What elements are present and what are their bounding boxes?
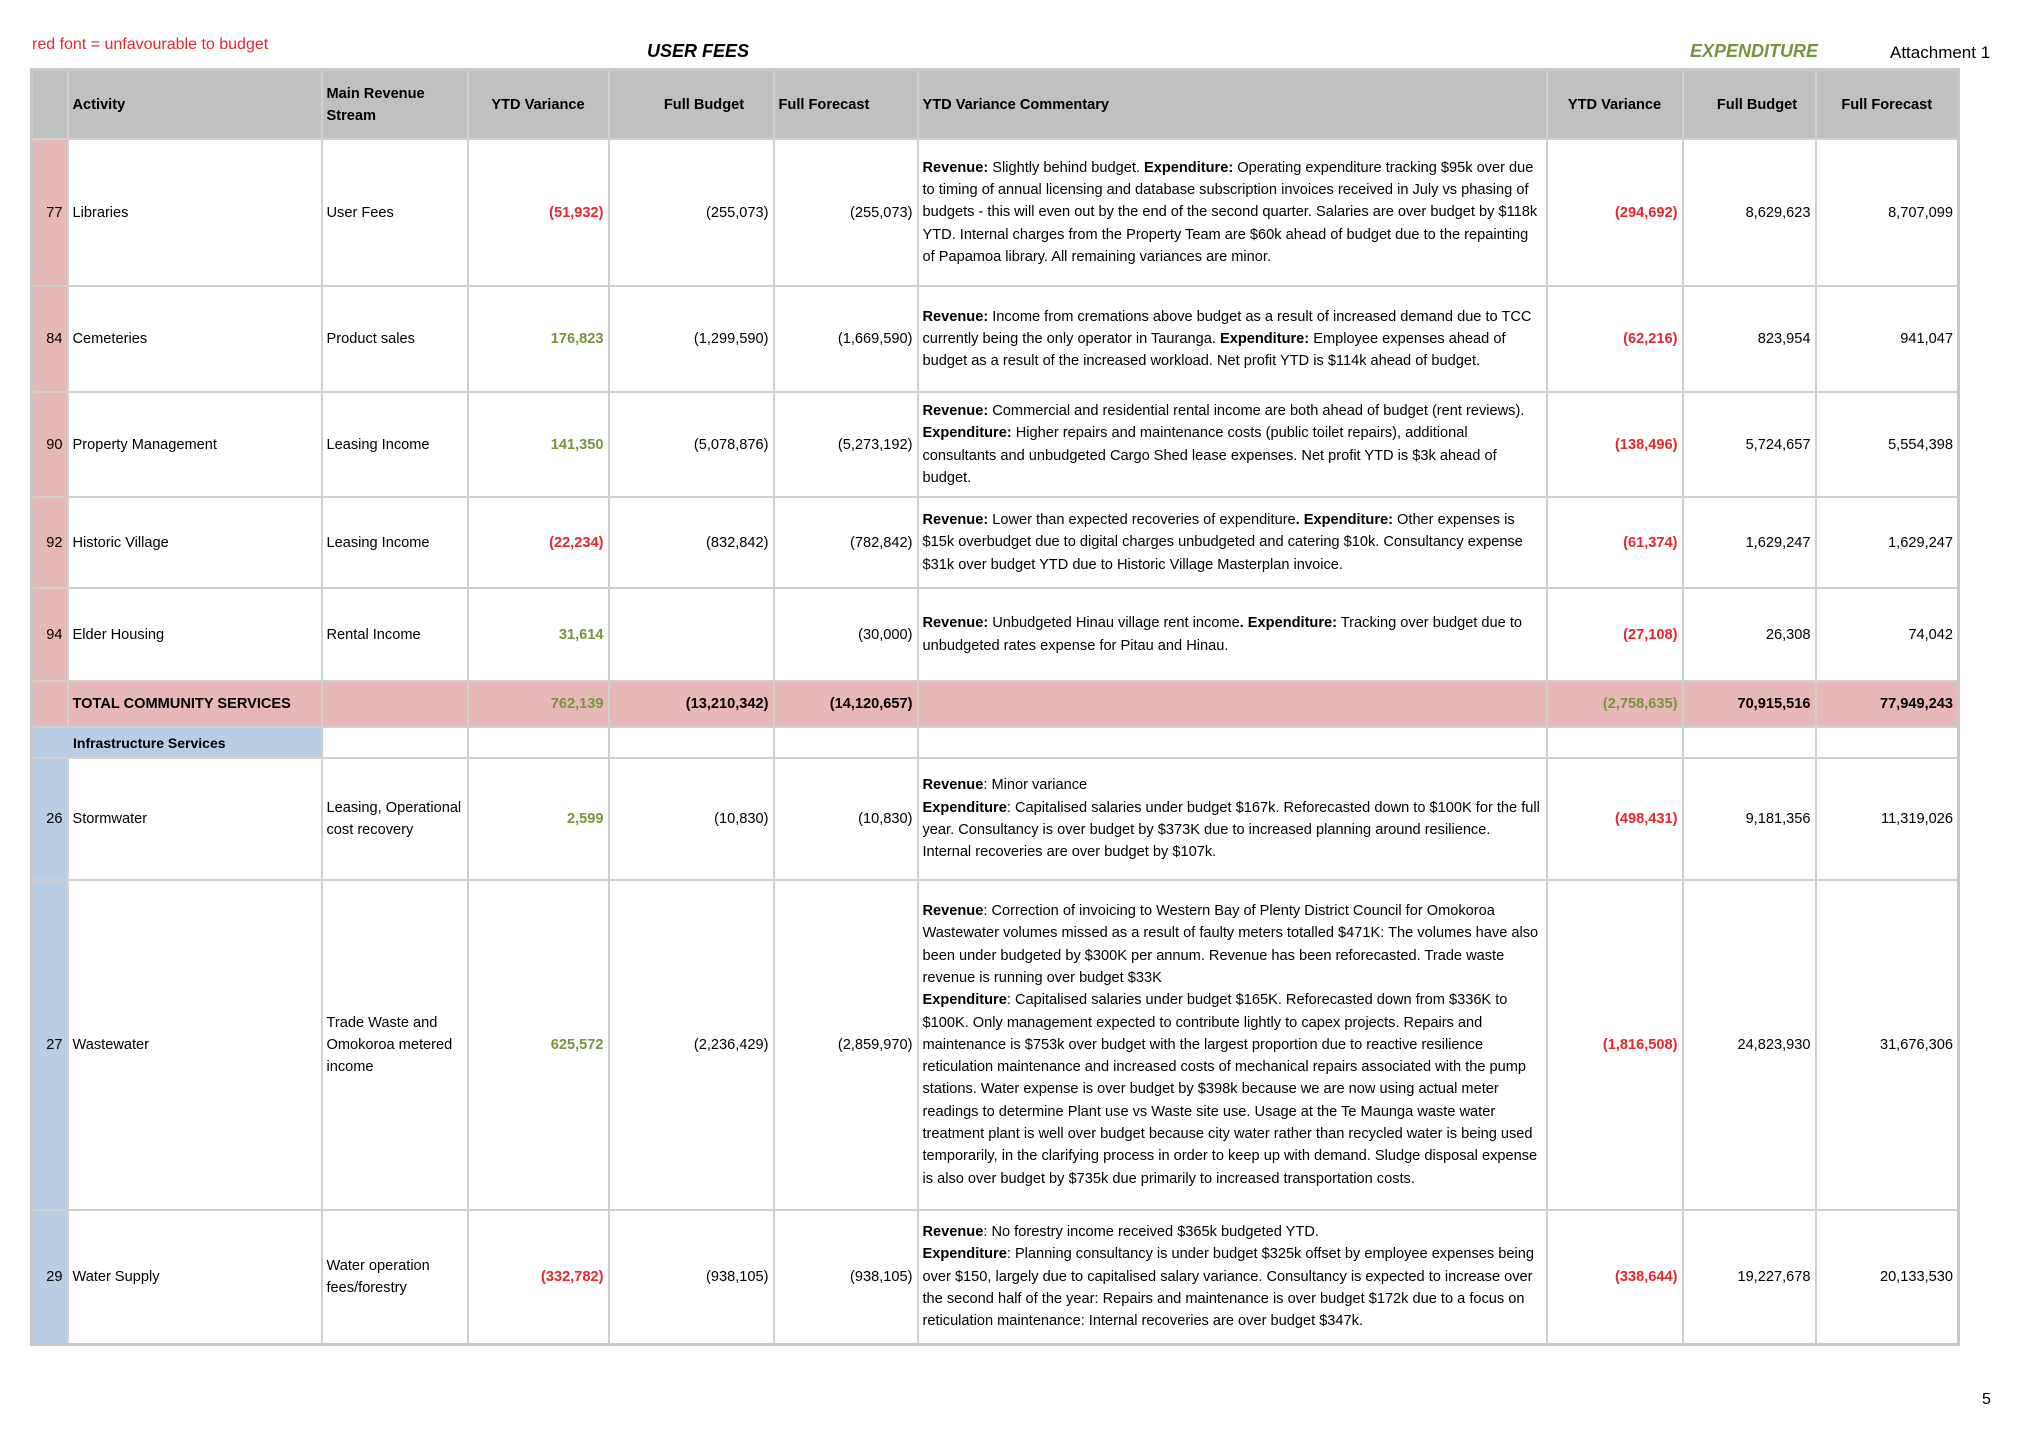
col-exp-full-forecast: Full Forecast — [1816, 70, 1959, 140]
activity-name: Water Supply — [68, 1210, 322, 1344]
full-forecast: (782,842) — [774, 497, 918, 588]
exp-ytd-variance: (27,108) — [1547, 588, 1683, 681]
table-row — [32, 1210, 1959, 1344]
ytd-variance: 31,614 — [468, 588, 609, 681]
variance-report-table — [30, 68, 1960, 1346]
revenue-stream: Leasing Income — [322, 497, 468, 588]
revenue-stream: Rental Income — [322, 588, 468, 681]
exp-full-forecast: 31,676,306 — [1816, 880, 1959, 1210]
exp-ytd-variance: (62,216) — [1547, 286, 1683, 392]
exp-ytd-variance: (61,374) — [1547, 497, 1683, 588]
variance-commentary: Revenue: Income from cremations above budget as a result of increased demand due to TCC currently being the only operator in Tauranga. Expenditure: Employee expenses ahead of budget as a result of the increased workload. Net profit YTD is $114k ahead of budget. — [918, 286, 1547, 392]
total-commentary-cell — [918, 681, 1547, 727]
commentary-bold-run: Revenue: — [922, 159, 989, 176]
activity-name: Wastewater — [68, 880, 322, 1210]
commentary-bold-run: Expenditure — [922, 1246, 1007, 1263]
ytd-variance: (332,782) — [468, 1210, 609, 1344]
commentary-bold-run: Revenue: — [922, 512, 989, 529]
table-row — [32, 392, 1959, 497]
revenue-stream: Trade Waste and Omokoroa metered income — [322, 880, 468, 1210]
activity-name: Stormwater — [68, 758, 322, 880]
activity-name: Cemeteries — [68, 286, 322, 392]
exp-full-budget: 5,724,657 — [1683, 392, 1816, 497]
variance-commentary: Revenue: Lower than expected recoveries of expenditure. Expenditure: Other expenses is $15k overbudget due to digital charges unbudgeted and catering $10k. Consultancy expense $31k over budget YTD due to Historic Village Masterplan invoice. — [918, 497, 1547, 588]
empty-cell — [609, 727, 774, 758]
full-budget: (10,830) — [609, 758, 774, 880]
variance-commentary: Revenue: Unbudgeted Hinau village rent income. Expenditure: Tracking over budget due to unbudgeted rates expense for Pitau and Hinau. — [918, 588, 1547, 681]
page-number: 5 — [1982, 1391, 1991, 1408]
activity-name: Libraries — [68, 139, 322, 286]
ytd-variance: 2,599 — [468, 758, 609, 880]
exp-full-budget: 9,181,356 — [1683, 758, 1816, 880]
full-budget: (938,105) — [609, 1210, 774, 1344]
variance-commentary: Revenue: Commercial and residential rental income are both ahead of budget (rent reviews). Expenditure: Higher repairs and maintenance costs (public toilet repairs), additional consultants and unbudgeted Cargo Shed lease expenses. Net profit YTD is $3k ahead of budget. — [918, 392, 1547, 497]
exp-ytd-variance: (338,644) — [1547, 1210, 1683, 1344]
activity-id: 77 — [32, 139, 68, 286]
legend-note: red font = unfavourable to budget — [32, 36, 269, 53]
table-row — [32, 497, 1959, 588]
total-exp-full-budget: 70,915,516 — [1683, 681, 1816, 727]
expenditure-title: EXPENDITURE — [1690, 41, 1819, 61]
exp-full-budget: 24,823,930 — [1683, 880, 1816, 1210]
full-forecast: (10,830) — [774, 758, 918, 880]
total-full-budget: (13,210,342) — [609, 681, 774, 727]
col-activity: Activity — [68, 70, 322, 140]
commentary-bold-run: Expenditure: — [922, 425, 1012, 442]
exp-full-budget: 1,629,247 — [1683, 497, 1816, 588]
full-budget: (255,073) — [609, 139, 774, 286]
exp-ytd-variance: (1,816,508) — [1547, 880, 1683, 1210]
commentary-bold-run: Revenue — [922, 1224, 984, 1240]
empty-cell — [1547, 727, 1683, 758]
table-row — [32, 758, 1959, 880]
col-main-revenue-stream: Main Revenue Stream — [322, 70, 468, 140]
activity-name: Historic Village — [68, 497, 322, 588]
table-row — [32, 880, 1959, 1210]
section-title: USER FEES — [647, 41, 750, 61]
full-forecast: (938,105) — [774, 1210, 918, 1344]
full-budget: (1,299,590) — [609, 286, 774, 392]
full-forecast: (30,000) — [774, 588, 918, 681]
activity-id: 90 — [32, 392, 68, 497]
total-ytd-variance: 762,139 — [468, 681, 609, 727]
total-exp-ytd-variance: (2,758,635) — [1547, 681, 1683, 727]
table-row — [32, 588, 1959, 681]
exp-ytd-variance: (294,692) — [1547, 139, 1683, 286]
col-ytd-variance: YTD Variance — [468, 70, 609, 140]
empty-cell — [468, 727, 609, 758]
commentary-bold-run: Expenditure — [922, 992, 1007, 1009]
ytd-variance: (22,234) — [468, 497, 609, 588]
commentary-bold-run: Revenue — [922, 777, 984, 794]
total-community-services-row — [32, 681, 1959, 727]
attachment-label: Attachment 1 — [1890, 43, 1991, 62]
col-id — [32, 70, 68, 140]
activity-name: Elder Housing — [68, 588, 322, 681]
infrastructure-section-header — [32, 727, 1959, 758]
exp-full-budget: 823,954 — [1683, 286, 1816, 392]
commentary-bold-run: Revenue: — [922, 402, 989, 419]
total-label: TOTAL COMMUNITY SERVICES — [68, 681, 322, 727]
full-forecast: (5,273,192) — [774, 392, 918, 497]
column-header-row — [32, 70, 1959, 140]
full-forecast: (255,073) — [774, 139, 918, 286]
ytd-variance: 141,350 — [468, 392, 609, 497]
variance-commentary: Revenue: No forestry income received $365k budgeted YTD. Expenditure: Planning consultancy is under budget $325k offset by employee expenses being over $150, largely due to capitalised salary variance. Consultancy is expected to increase over the second half of the year: Repairs and maintenance is over budget $172k due to a focus on reticulation maintenance: Internal recoveries are over budget $347k. — [918, 1210, 1547, 1344]
full-budget: (5,078,876) — [609, 392, 774, 497]
full-budget: (2,236,429) — [609, 880, 774, 1210]
total-stream-cell — [322, 681, 468, 727]
revenue-stream: Leasing Income — [322, 392, 468, 497]
full-forecast: (2,859,970) — [774, 880, 918, 1210]
full-forecast: (1,669,590) — [774, 286, 918, 392]
revenue-stream: User Fees — [322, 139, 468, 286]
total-exp-full-forecast: 77,949,243 — [1816, 681, 1959, 727]
commentary-bold-run: Revenue: — [922, 615, 989, 632]
col-exp-full-budget: Full Budget — [1683, 70, 1816, 140]
table-row — [32, 286, 1959, 392]
exp-full-forecast: 1,629,247 — [1816, 497, 1959, 588]
exp-full-budget: 8,629,623 — [1683, 139, 1816, 286]
exp-full-forecast: 20,133,530 — [1816, 1210, 1959, 1344]
total-full-forecast: (14,120,657) — [774, 681, 918, 727]
empty-cell — [918, 727, 1547, 758]
activity-id: 94 — [32, 588, 68, 681]
empty-cell — [1816, 727, 1959, 758]
variance-commentary: Revenue: Correction of invoicing to Western Bay of Plenty District Council for Omokoroa Wastewater volumes missed as a result of faulty meters totalled $471K: The volumes have also been under budgeted by $300K per annum. Revenue has been reforecasted. Trade waste revenue is running over budget $33K Expenditure: Capitalised salaries under budget $165K. Reforecasted down from $336K to $100K. Only management expected to contribute lightly to capex projects. Repairs and maintenance is $753k over budget with the largest proportion due to reactive resilience reticulation maintenance and increased costs of mechanical repairs associated with the pump stations. Water expense is over budget by $398k because we are now using actual meter readings to determine Plant use vs Waste site use. Usage at the Te Maunga waste water treatment plant is well over budget because city water rather than recycled water is being used temporarily, in the clarifying process in order to keep up with demand. Sludge disposal expense is also over budget by $735k due primarily to increased transportation costs. — [918, 880, 1547, 1210]
col-full-forecast: Full Forecast — [774, 70, 918, 140]
commentary-bold-run: Expenditure: — [1219, 330, 1310, 347]
activity-id: 84 — [32, 286, 68, 392]
empty-cell — [322, 727, 468, 758]
variance-commentary: Revenue: Slightly behind budget. Expenditure: Operating expenditure tracking $95k over due to timing of annual licensing and database subscription invoices received in July vs phasing of budgets - this will even out by the end of the second quarter. Salaries are over budget by $118k YTD. Internal charges from the Property Team are $60k ahead of budget due to the repainting of Papamoa library. All remaining variances are minor. — [918, 139, 1547, 286]
commentary-bold-run: Expenditure — [922, 799, 1007, 816]
col-commentary: YTD Variance Commentary — [918, 70, 1547, 140]
col-full-budget: Full Budget — [609, 70, 774, 140]
exp-full-forecast: 74,042 — [1816, 588, 1959, 681]
activity-name: Property Management — [68, 392, 322, 497]
empty-cell — [774, 727, 918, 758]
full-budget: (832,842) — [609, 497, 774, 588]
commentary-bold-run: Revenue — [922, 903, 984, 920]
revenue-stream: Leasing, Operational cost recovery — [322, 758, 468, 880]
exp-full-forecast: 11,319,026 — [1816, 758, 1959, 880]
exp-full-forecast: 8,707,099 — [1816, 139, 1959, 286]
exp-full-forecast: 941,047 — [1816, 286, 1959, 392]
variance-commentary: Revenue: Minor variance Expenditure: Capitalised salaries under budget $167k. Reforecasted down to $100K for the full year. Consultancy is over budget by $373K due to increased planning around resilience. Internal recoveries are over budget by $107k. — [918, 758, 1547, 880]
exp-ytd-variance: (138,496) — [1547, 392, 1683, 497]
empty-cell — [1683, 727, 1816, 758]
activity-id: 29 — [32, 1210, 68, 1344]
commentary-bold-run: . Expenditure: — [1295, 512, 1393, 529]
infrastructure-section-label: Infrastructure Services — [32, 727, 322, 758]
commentary-bold-run: . Expenditure: — [1239, 615, 1338, 632]
exp-full-forecast: 5,554,398 — [1816, 392, 1959, 497]
full-budget — [609, 588, 774, 681]
ytd-variance: (51,932) — [468, 139, 609, 286]
table-row — [32, 139, 1959, 286]
exp-ytd-variance: (498,431) — [1547, 758, 1683, 880]
revenue-stream: Water operation fees/forestry — [322, 1210, 468, 1344]
activity-id: 27 — [32, 880, 68, 1210]
exp-full-budget: 26,308 — [1683, 588, 1816, 681]
ytd-variance: 625,572 — [468, 880, 609, 1210]
commentary-bold-run: Expenditure: — [1143, 159, 1234, 176]
activity-id: 26 — [32, 758, 68, 880]
ytd-variance: 176,823 — [468, 286, 609, 392]
commentary-bold-run: Revenue: — [922, 308, 989, 325]
exp-full-budget: 19,227,678 — [1683, 1210, 1816, 1344]
activity-id: 92 — [32, 497, 68, 588]
revenue-stream: Product sales — [322, 286, 468, 392]
total-id-cell — [32, 681, 68, 727]
col-exp-ytd-variance: YTD Variance — [1547, 70, 1683, 140]
